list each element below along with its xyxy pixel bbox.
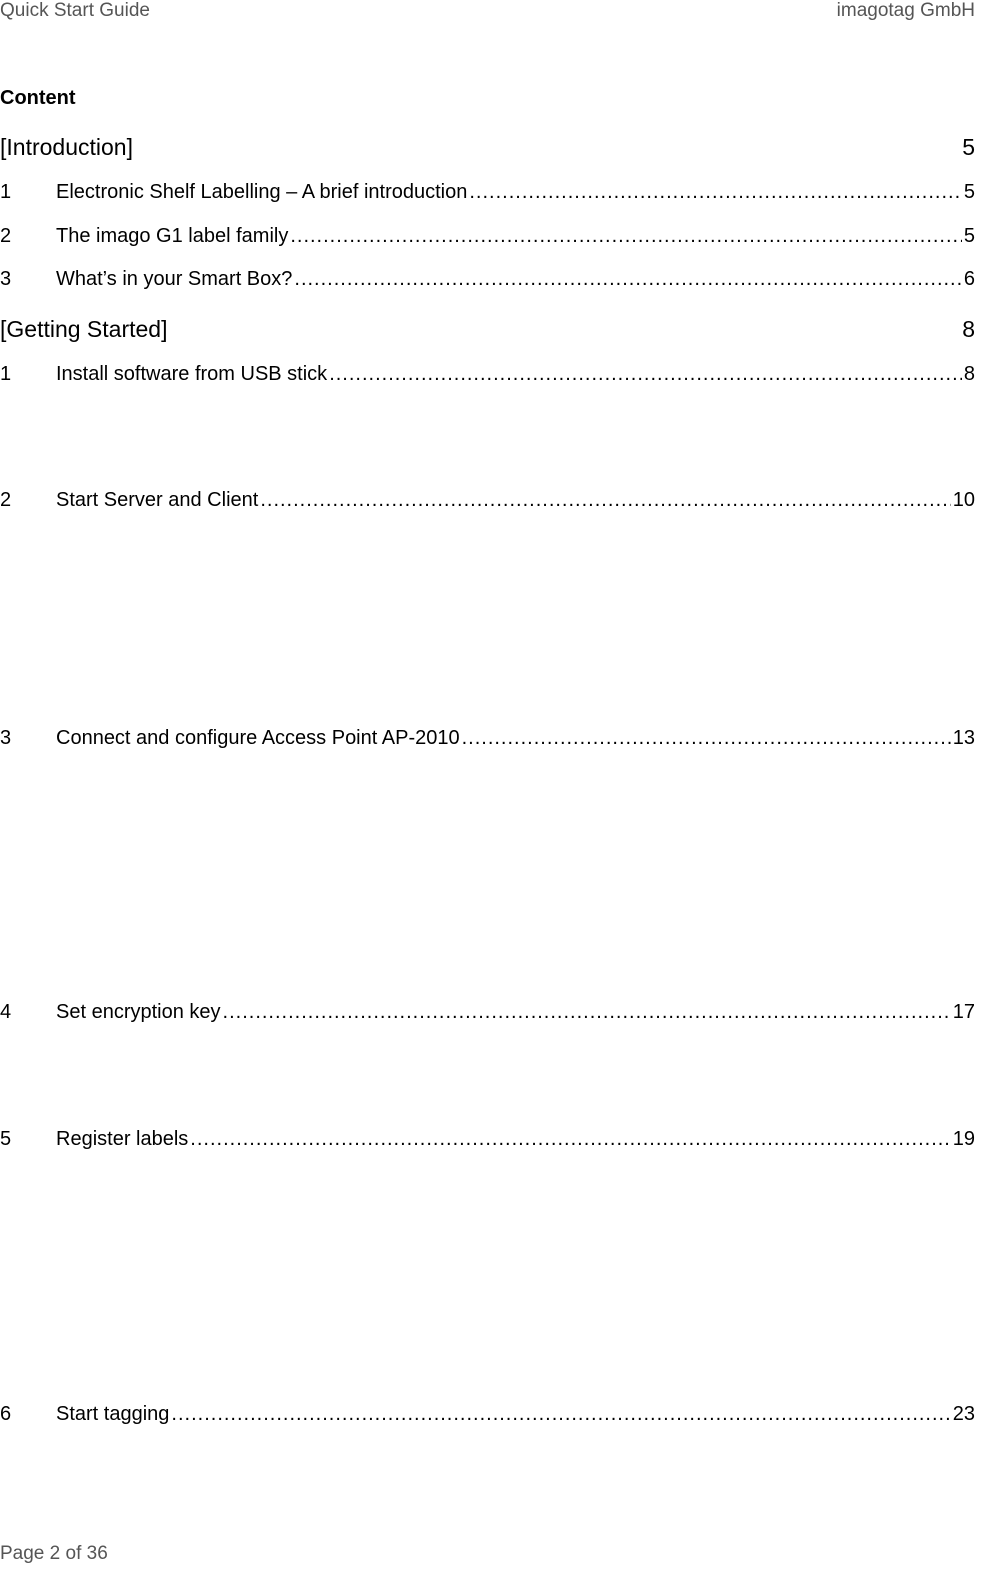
- toc-entry-label: Connect and configure Access Point AP-2010: [56, 727, 460, 749]
- dot-leader: [294, 268, 961, 291]
- toc-entry[interactable]: [0, 1403, 975, 1429]
- toc-entry[interactable]: [0, 1001, 975, 1027]
- dot-leader: [223, 1001, 951, 1024]
- toc-entry-number: 3: [0, 727, 12, 749]
- dot-leader: [190, 1128, 950, 1151]
- toc-entry[interactable]: [0, 727, 975, 753]
- toc-entry-page: 10: [952, 489, 975, 511]
- toc-entry-label: Start tagging: [56, 1403, 170, 1425]
- toc-entry-number: 3: [0, 268, 12, 290]
- dot-leader: [462, 727, 951, 750]
- toc-section-title: [Introduction]: [0, 134, 133, 160]
- toc-entry-label: Register labels: [56, 1128, 189, 1150]
- dot-leader: [329, 363, 962, 386]
- dot-leader: [469, 181, 962, 204]
- toc-entry[interactable]: [0, 489, 975, 515]
- company-name: imagotag GmbH: [836, 0, 975, 21]
- toc-entry-number: 1: [0, 181, 12, 203]
- toc-entry-page: 6: [963, 268, 975, 290]
- toc-entry-label: The imago G1 label family: [56, 225, 289, 247]
- toc-entry[interactable]: [0, 225, 975, 251]
- toc-entry-page: 23: [952, 1403, 975, 1425]
- page-header: [0, 0, 975, 26]
- toc-entry-number: 4: [0, 1001, 12, 1023]
- toc-entry-label: Electronic Shelf Labelling – A brief introduction: [56, 181, 468, 203]
- toc-entry-page: 5: [963, 225, 975, 247]
- toc-entry-number: 5: [0, 1128, 12, 1150]
- toc-section-page: 5: [962, 134, 975, 160]
- toc-entry-label: Start Server and Client: [56, 489, 259, 511]
- toc-section-getting-started[interactable]: [0, 316, 975, 346]
- document-title: Quick Start Guide: [0, 0, 150, 21]
- toc-entry-number: 1: [0, 363, 12, 385]
- toc-section-title: [Getting Started]: [0, 316, 168, 342]
- toc-entry[interactable]: [0, 268, 975, 294]
- toc-entry-page: 19: [952, 1128, 975, 1150]
- toc-entry[interactable]: [0, 181, 975, 207]
- toc-entry-page: 5: [963, 181, 975, 203]
- toc-entry-label: What’s in your Smart Box?: [56, 268, 293, 290]
- toc-entry[interactable]: [0, 363, 975, 389]
- toc-heading: Content: [0, 87, 76, 109]
- toc-entry-label: Set encryption key: [56, 1001, 221, 1023]
- toc-entry-number: 2: [0, 225, 12, 247]
- dot-leader: [171, 1403, 950, 1426]
- toc-section-introduction[interactable]: [0, 134, 975, 164]
- toc-entry-number: 2: [0, 489, 12, 511]
- toc-section-page: 8: [962, 316, 975, 342]
- toc-entry-page: 8: [963, 363, 975, 385]
- toc-entry-label: Install software from USB stick: [56, 363, 328, 385]
- toc-entry-page: 17: [952, 1001, 975, 1023]
- toc-entry-number: 6: [0, 1403, 12, 1425]
- dot-leader: [290, 225, 962, 248]
- toc-entry-page: 13: [952, 727, 975, 749]
- toc-entry[interactable]: [0, 1128, 975, 1154]
- dot-leader: [260, 489, 950, 512]
- page-indicator: Page 2 of 36: [0, 1543, 108, 1564]
